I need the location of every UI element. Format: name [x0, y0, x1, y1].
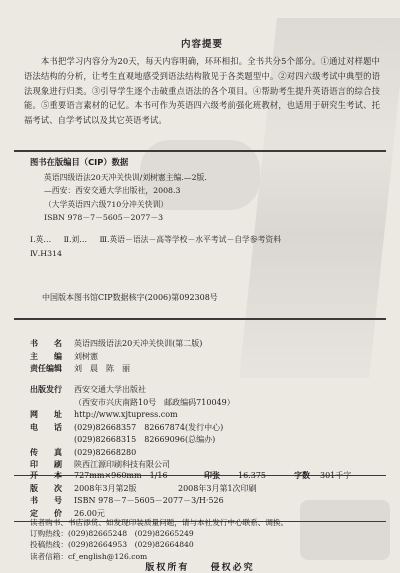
section-divider: [14, 318, 386, 320]
cip-subject: Ⅱ.刘…: [63, 234, 88, 244]
all-rights-reserved: 版权所有: [145, 563, 190, 573]
printer-label: 印 刷: [30, 460, 62, 469]
cip-classification: Ⅳ.H314: [30, 248, 62, 258]
book-title: 英语四级语法20天冲关快训(第二版): [74, 339, 203, 348]
cip-line: —西安：西安交通大学出版社，2008.3: [44, 186, 181, 196]
format-label: 开 本: [30, 471, 62, 480]
summary-heading: 内容提要: [180, 39, 223, 50]
price-value: 26.00元: [74, 508, 105, 518]
sheets-value: 16.375: [238, 471, 266, 480]
infringement-notice: 侵权必究: [210, 563, 255, 573]
price-label: 定 价: [30, 508, 62, 518]
cip-subjects: [30, 233, 380, 247]
responsible-editor-label: 责任编辑: [30, 364, 62, 373]
section-divider: [14, 150, 386, 152]
words-value: 301千字: [320, 471, 352, 480]
fax-number: (029)82668280: [74, 447, 137, 457]
title-label: 书 名: [30, 339, 62, 348]
order-hotline: 订购热线：(029)82665248 (029)82665249: [30, 529, 194, 539]
editor-name: 刘树憲: [74, 351, 98, 361]
summary-body: 本书把学习内容分为20天，每天内容明确，环环相扣。全书共分5个部分。①通过对样题中语法结构的分析，让考生直观地感受到语法结构散见于各类题型中。②对四六级考试中典型的语法现象进行归类。③引导学生逐个击破重点语法的各个项目。④帮助考生提升英语语言的综合技能。⑤重要语言素材的记忆。本书可作为英语四六级考前强化班教材，也适用于研究生考试、托福考试、自学考试以及其它英语考试。: [24, 56, 380, 126]
cip-line: （大学英语四六级710分冲关快训）: [44, 199, 169, 209]
editor-label: 主 编: [30, 351, 62, 361]
book-info: [30, 338, 380, 376]
cip-heading: 图书在版编目（CIP）数据: [30, 157, 129, 167]
cip-line: ISBN 978－7－5605－2077－3: [44, 213, 164, 223]
content-summary: [24, 36, 380, 128]
cip-line: 英语四级语法20天冲关快训/刘树憲主编.—2版.: [44, 172, 207, 182]
publisher-address: （西安市兴庆南路10号 邮政编码710049）: [74, 397, 235, 407]
cip-record-number: 中国版本图书馆CIP数据核字(2006)第092308号: [42, 293, 218, 302]
cip-subject: Ⅲ.英语－语法－高等学校－水平考试－自学参考资料: [99, 234, 282, 244]
cip-subject: Ⅰ.英…: [30, 234, 52, 244]
website-label: 网 址: [30, 410, 62, 419]
website-url: http://www.xjtupress.com: [74, 410, 178, 419]
isbn-label: 书 号: [30, 496, 62, 505]
contact-note: 读者购书、书店添货、如发现印装质量问题，请与本社发行中心联系、调换。: [30, 518, 289, 527]
phone-label: 电 话: [30, 422, 62, 432]
contact-info: [30, 517, 380, 562]
edition-value: 2008年3月第2版: [74, 483, 137, 493]
fax-label: 传 真: [30, 447, 62, 457]
publisher-name: 西安交通大学出版社: [74, 385, 146, 394]
publisher-info: [30, 384, 380, 472]
impression-value: 2008年3月第1次印刷: [178, 483, 257, 493]
words-label: 字数: [294, 471, 310, 480]
phone-numbers: (029)82668357 82667874(发行中心): [74, 422, 224, 432]
edition-label: 版 次: [30, 483, 62, 493]
print-specs: [30, 470, 380, 520]
publisher-label: 出版发行: [30, 385, 62, 394]
format-value: 727mm×960mm 1/16: [74, 471, 168, 480]
printer-name: 陕西江源印刷科技有限公司: [74, 460, 170, 469]
copyright-notice: [0, 560, 400, 573]
sheets-label: 印张: [204, 471, 220, 480]
submission-hotline: 投稿热线：(029)82664953 (029)82664840: [30, 540, 194, 550]
reader-email: 读者信箱：cf_english@126.com: [30, 551, 148, 561]
responsible-editors: 刘 晨 陈 丽: [74, 364, 130, 373]
phone-numbers: (029)82668315 82669096(总编办): [74, 435, 216, 444]
cip-block: [30, 156, 380, 260]
isbn-value: ISBN 978－7－5605－2077－3/H·526: [74, 496, 224, 505]
